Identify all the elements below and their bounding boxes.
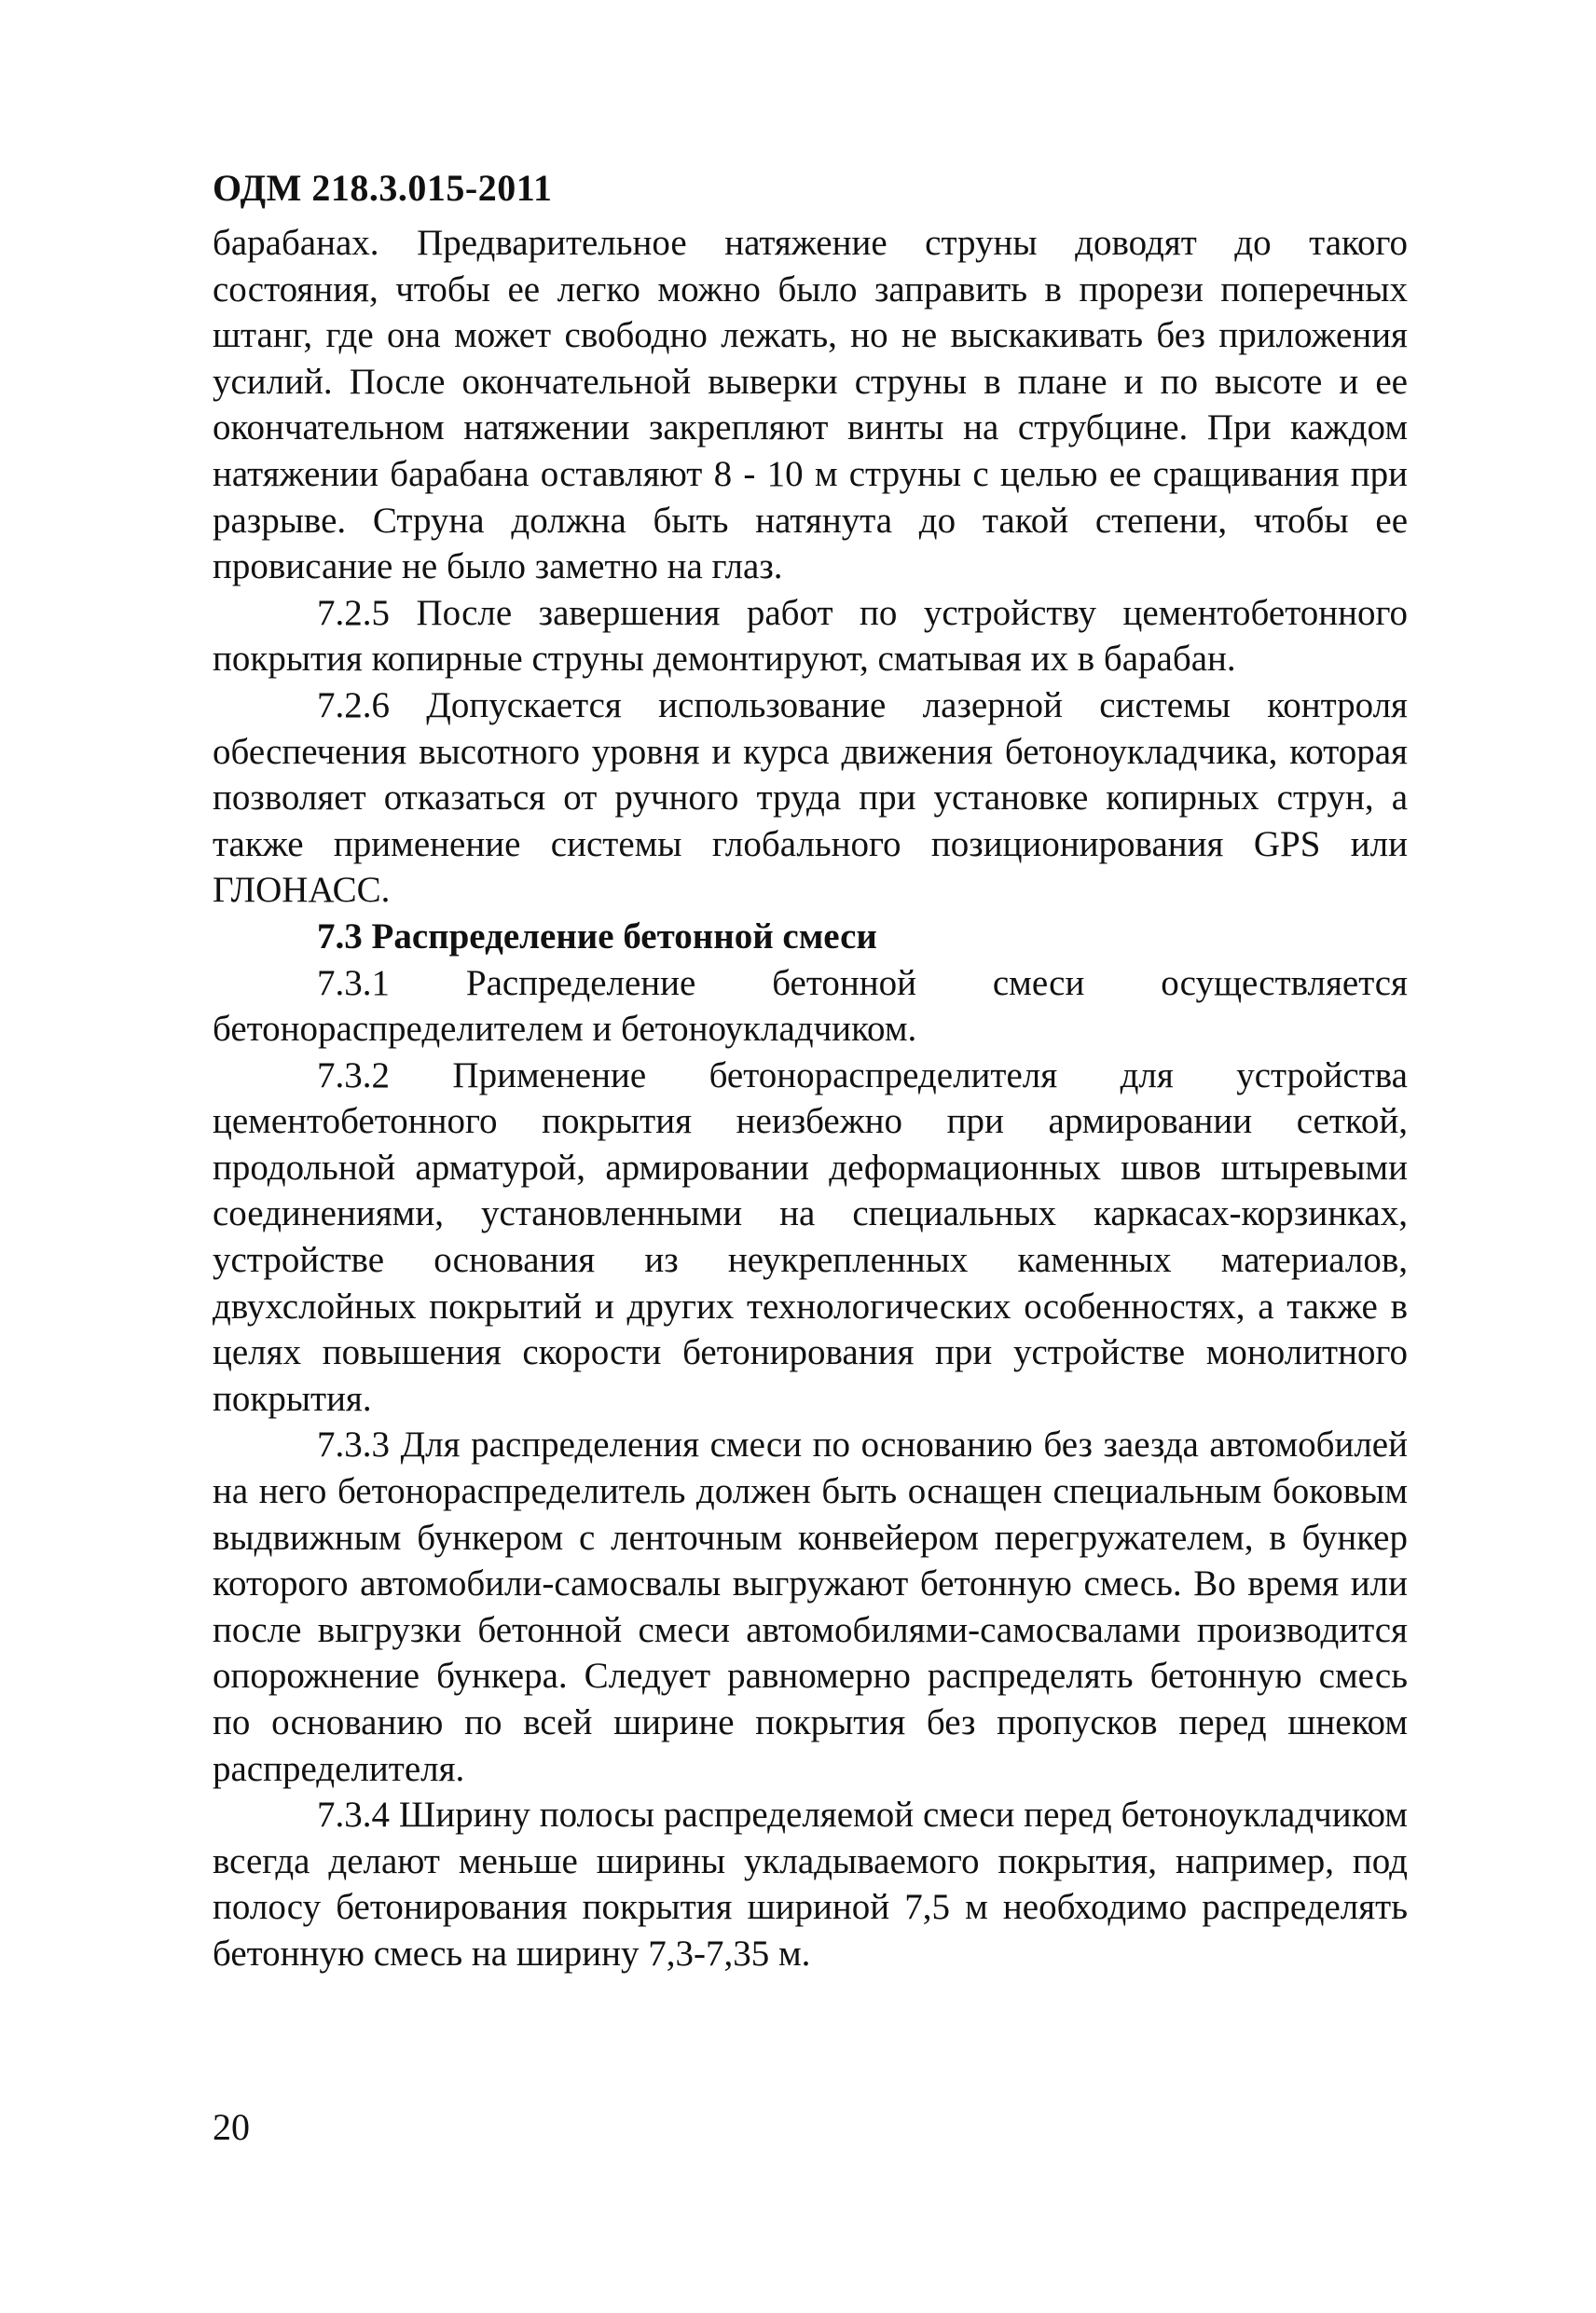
paragraph-continued: барабанах. Предварительное натяжение струны доводят до такого состояния, чтобы ее легко можно было заправить в прорези поперечных штанг, где она может свободно лежать, но не выскакивать без приложения усилий. После окончательной выверки струны в плане и по высоте и ее окончательном натяжении закрепляют винты на струбцине. При каждом натяжении барабана оставляют 8 - 10 м струны с целью ее сращивания при разрыве. Струна должна быть натянута до такой степени, чтобы ее провисание не было заметно на глаз. bbox=[213, 223, 1408, 587]
document-code-header: ОДМ 218.3.015-2011 bbox=[213, 167, 553, 209]
paragraph-7-3-3: 7.3.3 Для распределения смеси по основанию без заезда автомобилей на него бетонораспределитель должен быть оснащен специальным боковым выдвижным бункером с ленточным конвейером перегружателем, в бункер которого автомобили-самосвалы выгружают бетонную смесь. Во время или после выгрузки бетонной смеси автомобилями-самосвалами производится опорожнение бункера. Следует равномерно распределять бетонную смесь по основанию по всей ширине покрытия без пропусков перед шнеком распределителя. bbox=[213, 1425, 1408, 1789]
paragraph-7-3-1: 7.3.1 Распределение бетонной смеси осуществляется бетонораспределителем и бетоноукладчиком. bbox=[213, 962, 1408, 1050]
paragraph-7-2-6: 7.2.6 Допускается использование лазерной системы контроля обеспечения высотного уровня и курса движения бетоноукладчика, которая позволяет отказаться от ручного труда при установке копирных струн, а также применение системы глобального позиционирования GPS или ГЛОНАСС. bbox=[213, 684, 1408, 911]
paragraph-7-2-5: 7.2.5 После завершения работ по устройству цементобетонного покрытия копирные струны демонтируют, сматывая их в барабан. bbox=[213, 592, 1408, 680]
paragraph-7-3-4: 7.3.4 Ширину полосы распределяемой смеси перед бетоноукладчиком всегда делают меньше ширины укладываемого покрытия, например, под полосу бетонирования покрытия шириной 7,5 м необходимо распределять бетонную смесь на ширину 7,3-7,35 м. bbox=[213, 1795, 1408, 1974]
page-number: 20 bbox=[213, 2106, 250, 2148]
document-body bbox=[213, 220, 1408, 1977]
paragraph-7-3-2: 7.3.2 Применение бетонораспределителя для устройства цементобетонного покрытия неизбежно при армировании сеткой, продольной арматурой, армировании деформационных швов штыревыми соединениями, установленными на специальных каркасах-корзинках, устройстве основания из неукрепленных каменных материалов, двухслойных покрытий и других технологических особенностях, а также в целях повышения скорости бетонирования при устройстве монолитного покрытия. bbox=[213, 1054, 1408, 1419]
section-heading-7-3: 7.3 Распределение бетонной смеси bbox=[317, 916, 877, 957]
